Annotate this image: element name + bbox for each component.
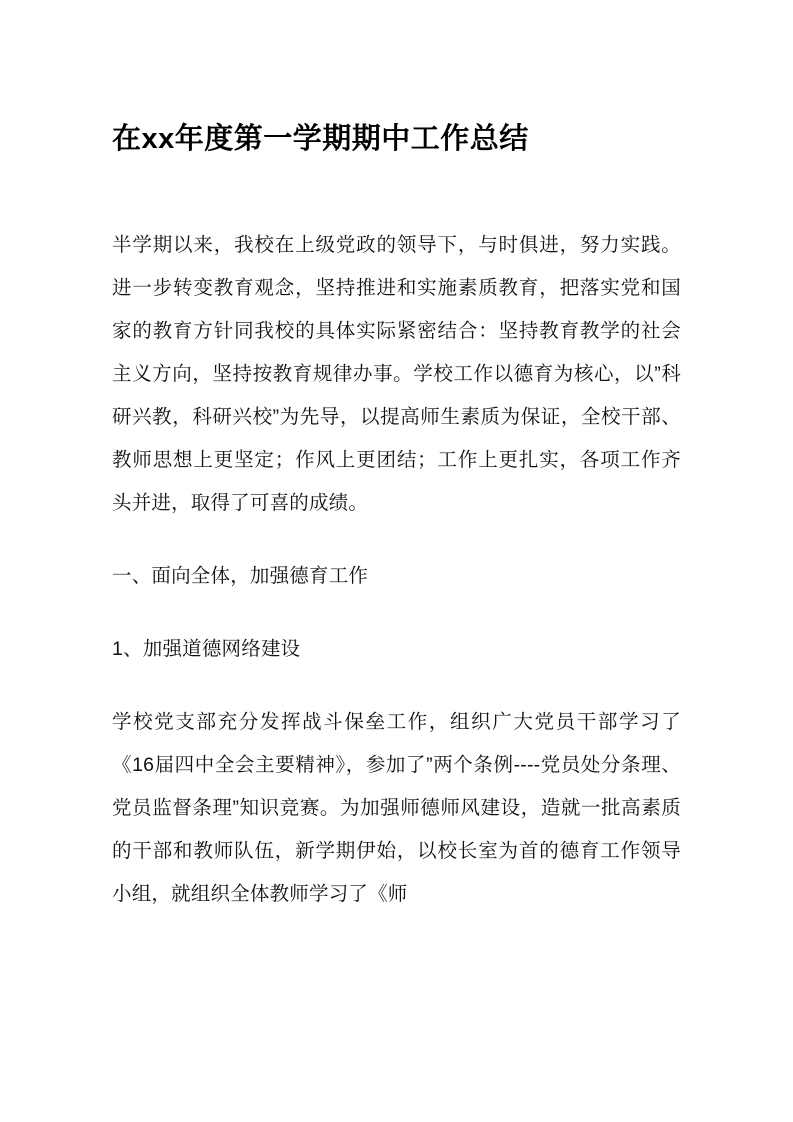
page-title: 在xx年度第一学期期中工作总结 [112,123,529,155]
subsection-heading-one: 1、加强道德网络建设 [112,637,301,660]
section-heading-one: 一、面向全体，加强德育工作 [112,564,369,587]
paragraph-body-one: 学校党支部充分发挥战斗保垒工作，组织广大党员干部学习了《16届四中全会主要精神》，参加了”两个条例----党员处分条理、党员监督条理”知识竞赛。为加强师德师风建设，造就一批高素质的干部和教师队伍，新学期伊始，以校长室为首的德育工作领导小组，就组织全体教师学习了《师 [112,710,681,905]
paragraph-intro: 半学期以来，我校在上级党政的领导下，与时俱进，努力实践。进一步转变教育观念，坚持推进和实施素质教育，把落实党和国家的教育方针同我校的具体实际紧密结合：坚持教育教学的社会主义方向，坚持按教育规律办事。学校工作以德育为核心，以”科研兴教，科研兴校”为先导，以提高师生素质为保证，全校干部、教师思想上更坚定；作风上更团结；工作上更扎实，各项工作齐头并进，取得了可喜的成绩。 [112,233,681,514]
